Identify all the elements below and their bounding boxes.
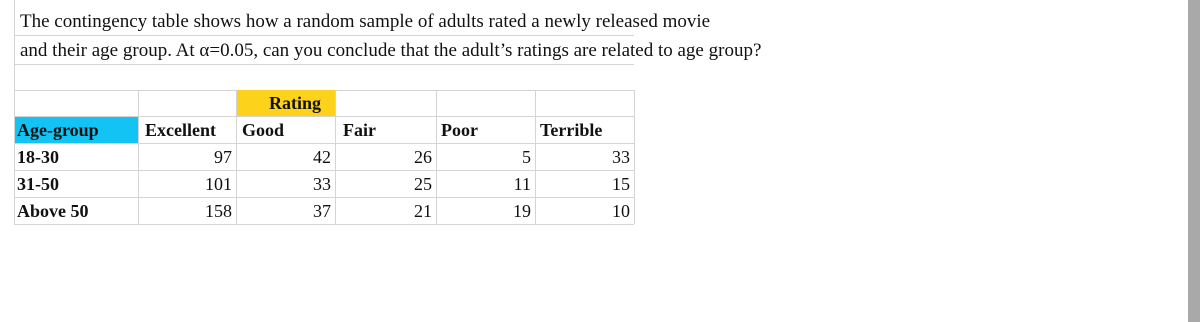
table-cell: 158 [205,201,232,221]
grid-line [14,35,634,36]
column-header-terrible: Terrible [540,120,603,140]
column-header-excellent: Excellent [145,120,216,140]
row-label-above-50: Above 50 [17,201,89,221]
question-line-1: The contingency table shows how a random sample of adults rated a newly released movie [20,11,711,32]
table-cell: 101 [205,174,232,194]
column-header-age-group: Age-group [15,117,138,143]
grid-line [634,90,635,224]
row-label-18-30: 18-30 [17,147,59,167]
table-cell: 10 [612,201,630,221]
grid-line [14,64,634,65]
table-cell: 15 [612,174,630,194]
question-line-2: and their age group. At α=0.05, can you conclude that the adult’s ratings are related to age group? [20,40,762,61]
table-cell: 97 [214,147,232,167]
table-cell: 11 [513,174,531,194]
table-cell: 19 [513,201,531,221]
table-cell: 21 [414,201,432,221]
table-cell: 5 [522,147,531,167]
column-header-good: Good [242,120,285,140]
table-cell: 26 [414,147,432,167]
table-cell: 25 [414,174,432,194]
column-header-poor: Poor [441,120,478,140]
column-header-fair: Fair [343,120,376,140]
grid-line [14,0,15,224]
table-cell: 33 [313,174,331,194]
vertical-scrollbar[interactable] [1188,0,1200,322]
grid-line [14,224,634,225]
table-cell: 37 [313,201,331,221]
row-label-31-50: 31-50 [17,174,59,194]
table-cell: 33 [612,147,630,167]
rating-header: Rating [237,90,335,116]
table-cell: 42 [313,147,331,167]
